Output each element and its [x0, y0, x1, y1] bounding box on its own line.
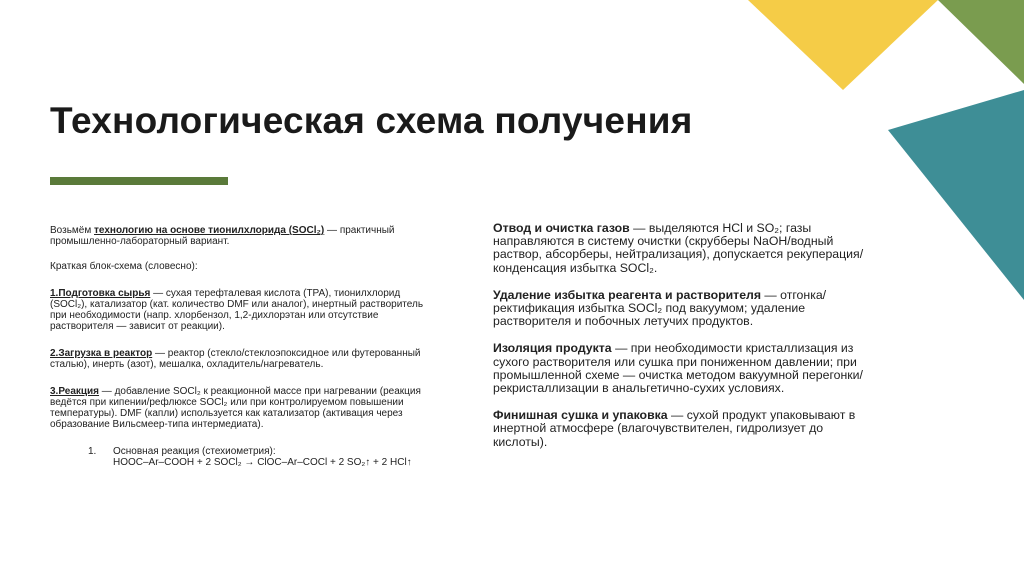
step-text: — добавление SOCl₂ к реакционной массе при нагревании (реакция ведётся при кипении/рефлюксе SOCl₂ или при контролируемом повышении температуры). DMF (капли) используется как катализатор (активация через образование Вильсмеер-типа интермедиата). [50, 386, 421, 430]
reaction-list-item [88, 446, 430, 468]
step-text: — сухая терефталевая кислота (TPA), тионилхлорид (SOCl₂), катализатор (кат. количество DMF или аналог), инертный растворитель при необходимости (напр. хлорбензол, 1,2-дихлорэтан или отсутствие растворителя — зависит от реакции). [50, 288, 424, 332]
step-text: — сухой продукт упаковывают в инертной атмосфере (влагочувствителен, гидролизует до кислоты). [493, 408, 856, 449]
reaction-label: Основная реакция (стехиометрия): [113, 446, 276, 457]
intro-bold: технологию на основе тионилхлорида (SOCl₂) [94, 225, 325, 236]
step-item-excess-removal [493, 289, 878, 329]
right-column [493, 222, 878, 463]
step-head: Изоляция продукта [493, 341, 612, 356]
reaction-number: 1. [88, 446, 97, 457]
step-text: — выделяются HCl и SO₂; газы направляются в систему очистки (скрубберы NaOH/водный раствор, абсорберы, нейтрализация), допускается рекуперация/конденсация избытка SOCl₂. [493, 221, 864, 275]
slide-title: Технологическая схема получения [50, 100, 693, 141]
green-triangle-shape [938, 0, 1024, 84]
step-head: 1.Подготовка сырья [50, 288, 151, 299]
step-text: — реактор (стекло/стеклоэпоксидное или футерованный сталью), инерть (азот), мешалка, охладитель/нагреватель. [50, 348, 421, 370]
block-scheme-subtitle: Краткая блок-схема (словесно): [50, 261, 198, 272]
intro-pre: Возьмём [50, 225, 95, 236]
step-item-reaction [50, 386, 430, 430]
step-item-isolation [493, 342, 878, 395]
title-underline-bar [50, 177, 228, 185]
step-item-prep [50, 288, 430, 332]
step-text: — отгонка/ректификация избытка SOCl₂ под вакуумом; удаление растворителя и побочных летучих продуктов. [493, 287, 827, 329]
yellow-triangle-shape [748, 0, 938, 90]
step-head: Финишная сушка и упаковка [493, 408, 668, 423]
step-head: Отвод и очистка газов [493, 221, 630, 235]
intro-paragraph [50, 225, 430, 247]
intro-post: — практичный промышленно-лабораторный вариант. [50, 225, 395, 247]
teal-diamond-shape [888, 90, 1024, 300]
step-head: 3.Реакция [50, 386, 100, 397]
step-item-load [50, 348, 430, 370]
step-head: Удаление избытка реагента и растворителя [493, 287, 762, 302]
step-head: 2.Загрузка в реактор [50, 348, 153, 359]
step-item-drying [493, 409, 878, 449]
left-column [50, 225, 430, 468]
reaction-equation: HOOC–Ar–COOH + 2 SOCl₂ → ClOC–Ar–COCl + 2 SO₂↑ + 2 HCl↑ [113, 457, 412, 468]
step-text: — при необходимости кристаллизация из сухого растворителя или сушка при пониженном давлении; при промышленной схеме — очистка методом вакуумной перегонки/рекристаллизации в анальгетично-сухих условиях. [493, 341, 863, 396]
step-item-gas-cleanup [493, 222, 878, 275]
